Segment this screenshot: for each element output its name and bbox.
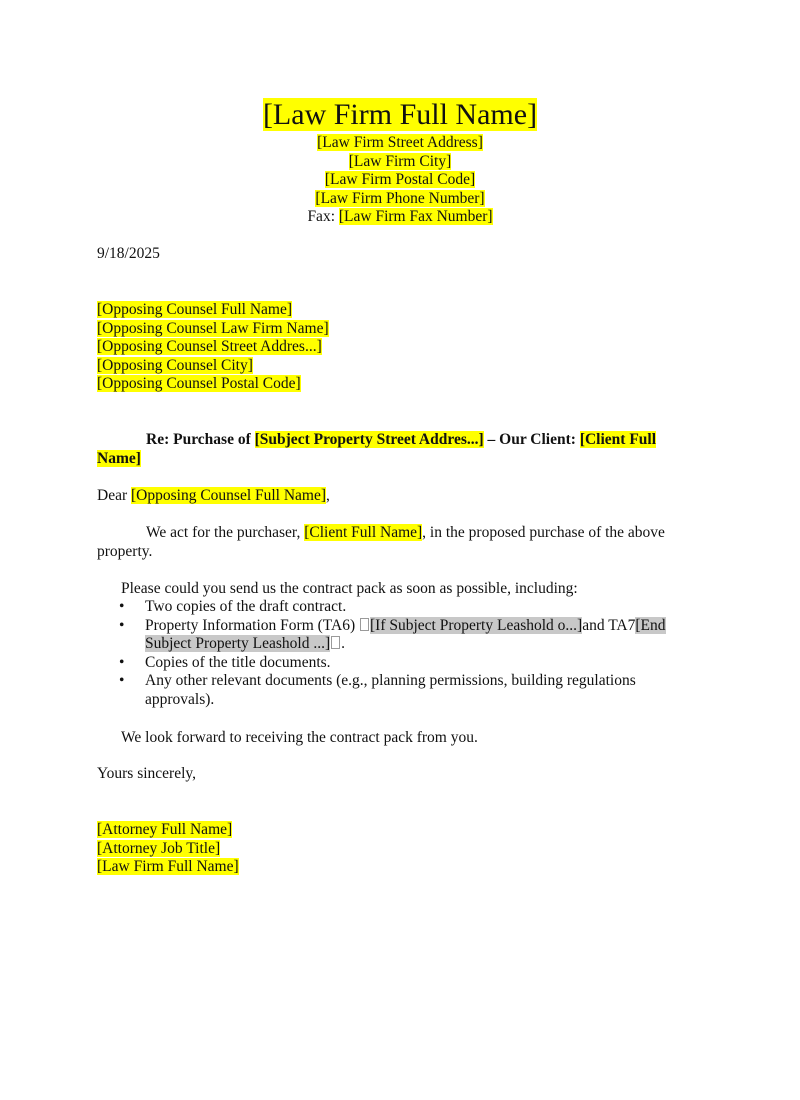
letterhead-street-line <box>0 134 800 153</box>
salutation-suffix: , <box>326 487 330 504</box>
attorney-name-placeholder: [Attorney Full Name] <box>97 821 233 838</box>
request-list <box>97 598 697 710</box>
contract-pack-list <box>97 598 697 710</box>
firm-postal-placeholder: [Law Firm Postal Code] <box>324 171 476 189</box>
subject-property-placeholder: [Subject Property Street Addres...] <box>254 431 484 448</box>
intro-client-placeholder: [Client Full Name] <box>304 524 423 541</box>
letterhead-postal-line <box>0 171 800 190</box>
fax-label: Fax: <box>307 208 339 226</box>
recipient-firm-placeholder: [Opposing Counsel Law Firm Name] <box>97 319 329 337</box>
letterhead-phone-line <box>0 190 800 209</box>
signature-firm-placeholder: [Law Firm Full Name] <box>97 858 239 876</box>
recipient-postal-placeholder: [Opposing Counsel Postal Code] <box>97 375 301 393</box>
date-text: 9/18/2025 <box>97 245 160 262</box>
recipient-name-line <box>97 301 697 320</box>
list-item <box>97 598 697 617</box>
signoff <box>97 765 697 784</box>
letterhead <box>0 96 800 227</box>
subject-middle: – Our Client: <box>483 431 580 448</box>
recipient-street-line <box>97 338 697 357</box>
list-item <box>97 672 697 709</box>
recipient-street-placeholder: [Opposing Counsel Street Addres...] <box>97 338 322 356</box>
firm-city-placeholder: [Law Firm City] <box>348 152 452 170</box>
subject-prefix: Re: Purchase of <box>146 431 255 448</box>
salutation-name-placeholder: [Opposing Counsel Full Name] <box>131 487 327 504</box>
list-item-text: Any other relevant documents (e.g., planning permissions, building regulations approvals). <box>145 672 636 708</box>
signature-name-line <box>97 821 697 840</box>
letterhead-city-line <box>0 153 800 172</box>
conditional-marker-icon <box>360 618 369 631</box>
firm-fax-placeholder: [Law Firm Fax Number] <box>338 208 493 226</box>
list-item-text: Two copies of the draft contract. <box>145 598 347 615</box>
list-item <box>97 654 697 673</box>
letter-date <box>97 245 697 264</box>
letterhead-firm-name-line <box>0 96 800 134</box>
leasehold-condition-start: [If Subject Property Leashold o...] <box>370 616 583 634</box>
firm-phone-placeholder: [Law Firm Phone Number] <box>315 189 485 207</box>
signature-firm-line <box>97 858 697 877</box>
closing-text: We look forward to receiving the contract pack from you. <box>121 729 478 746</box>
bullet-icon: • <box>119 616 125 634</box>
recipient-city-placeholder: [Opposing Counsel City] <box>97 356 253 374</box>
list-item-ta6-text: Property Information Form (TA6) <box>145 616 359 634</box>
intro-before: We act for the purchaser, <box>146 524 305 541</box>
salutation-prefix: Dear <box>97 487 131 504</box>
list-item-ta7-text: and TA7 <box>582 616 636 634</box>
request-intro-text: Please could you send us the contract pack as soon as possible, including: <box>121 580 578 597</box>
recipient-address <box>97 301 697 394</box>
conditional-marker-icon <box>331 636 340 649</box>
list-item <box>97 617 697 654</box>
request-intro <box>97 580 697 599</box>
signature-title-line <box>97 840 697 859</box>
leasehold-condition-end: [End Subject Property Leashold ...] <box>145 616 666 653</box>
attorney-title-placeholder: [Attorney Job Title] <box>97 839 221 857</box>
bullet-icon: • <box>119 598 125 615</box>
bullet-icon: • <box>119 653 125 671</box>
firm-name-placeholder: [Law Firm Full Name] <box>262 98 538 131</box>
list-item-text: Copies of the title documents. <box>145 653 331 671</box>
letterhead-fax-line <box>0 208 800 227</box>
recipient-name-placeholder: [Opposing Counsel Full Name] <box>97 301 293 318</box>
closing-paragraph <box>97 729 697 748</box>
recipient-firm-line <box>97 320 697 339</box>
subject-client-placeholder: [Client Full Name] <box>97 431 657 467</box>
bullet-icon: • <box>119 672 125 690</box>
signoff-text: Yours sincerely, <box>97 765 197 782</box>
signature-block <box>97 821 697 877</box>
intro-paragraph <box>97 524 693 561</box>
salutation <box>97 487 697 506</box>
intro-after: , in the proposed purchase of the above property. <box>97 524 665 560</box>
recipient-postal-line <box>97 375 697 394</box>
recipient-city-line <box>97 357 697 376</box>
firm-street-placeholder: [Law Firm Street Address] <box>317 134 483 151</box>
list-item-period: . <box>341 635 345 653</box>
subject-line <box>97 431 689 468</box>
